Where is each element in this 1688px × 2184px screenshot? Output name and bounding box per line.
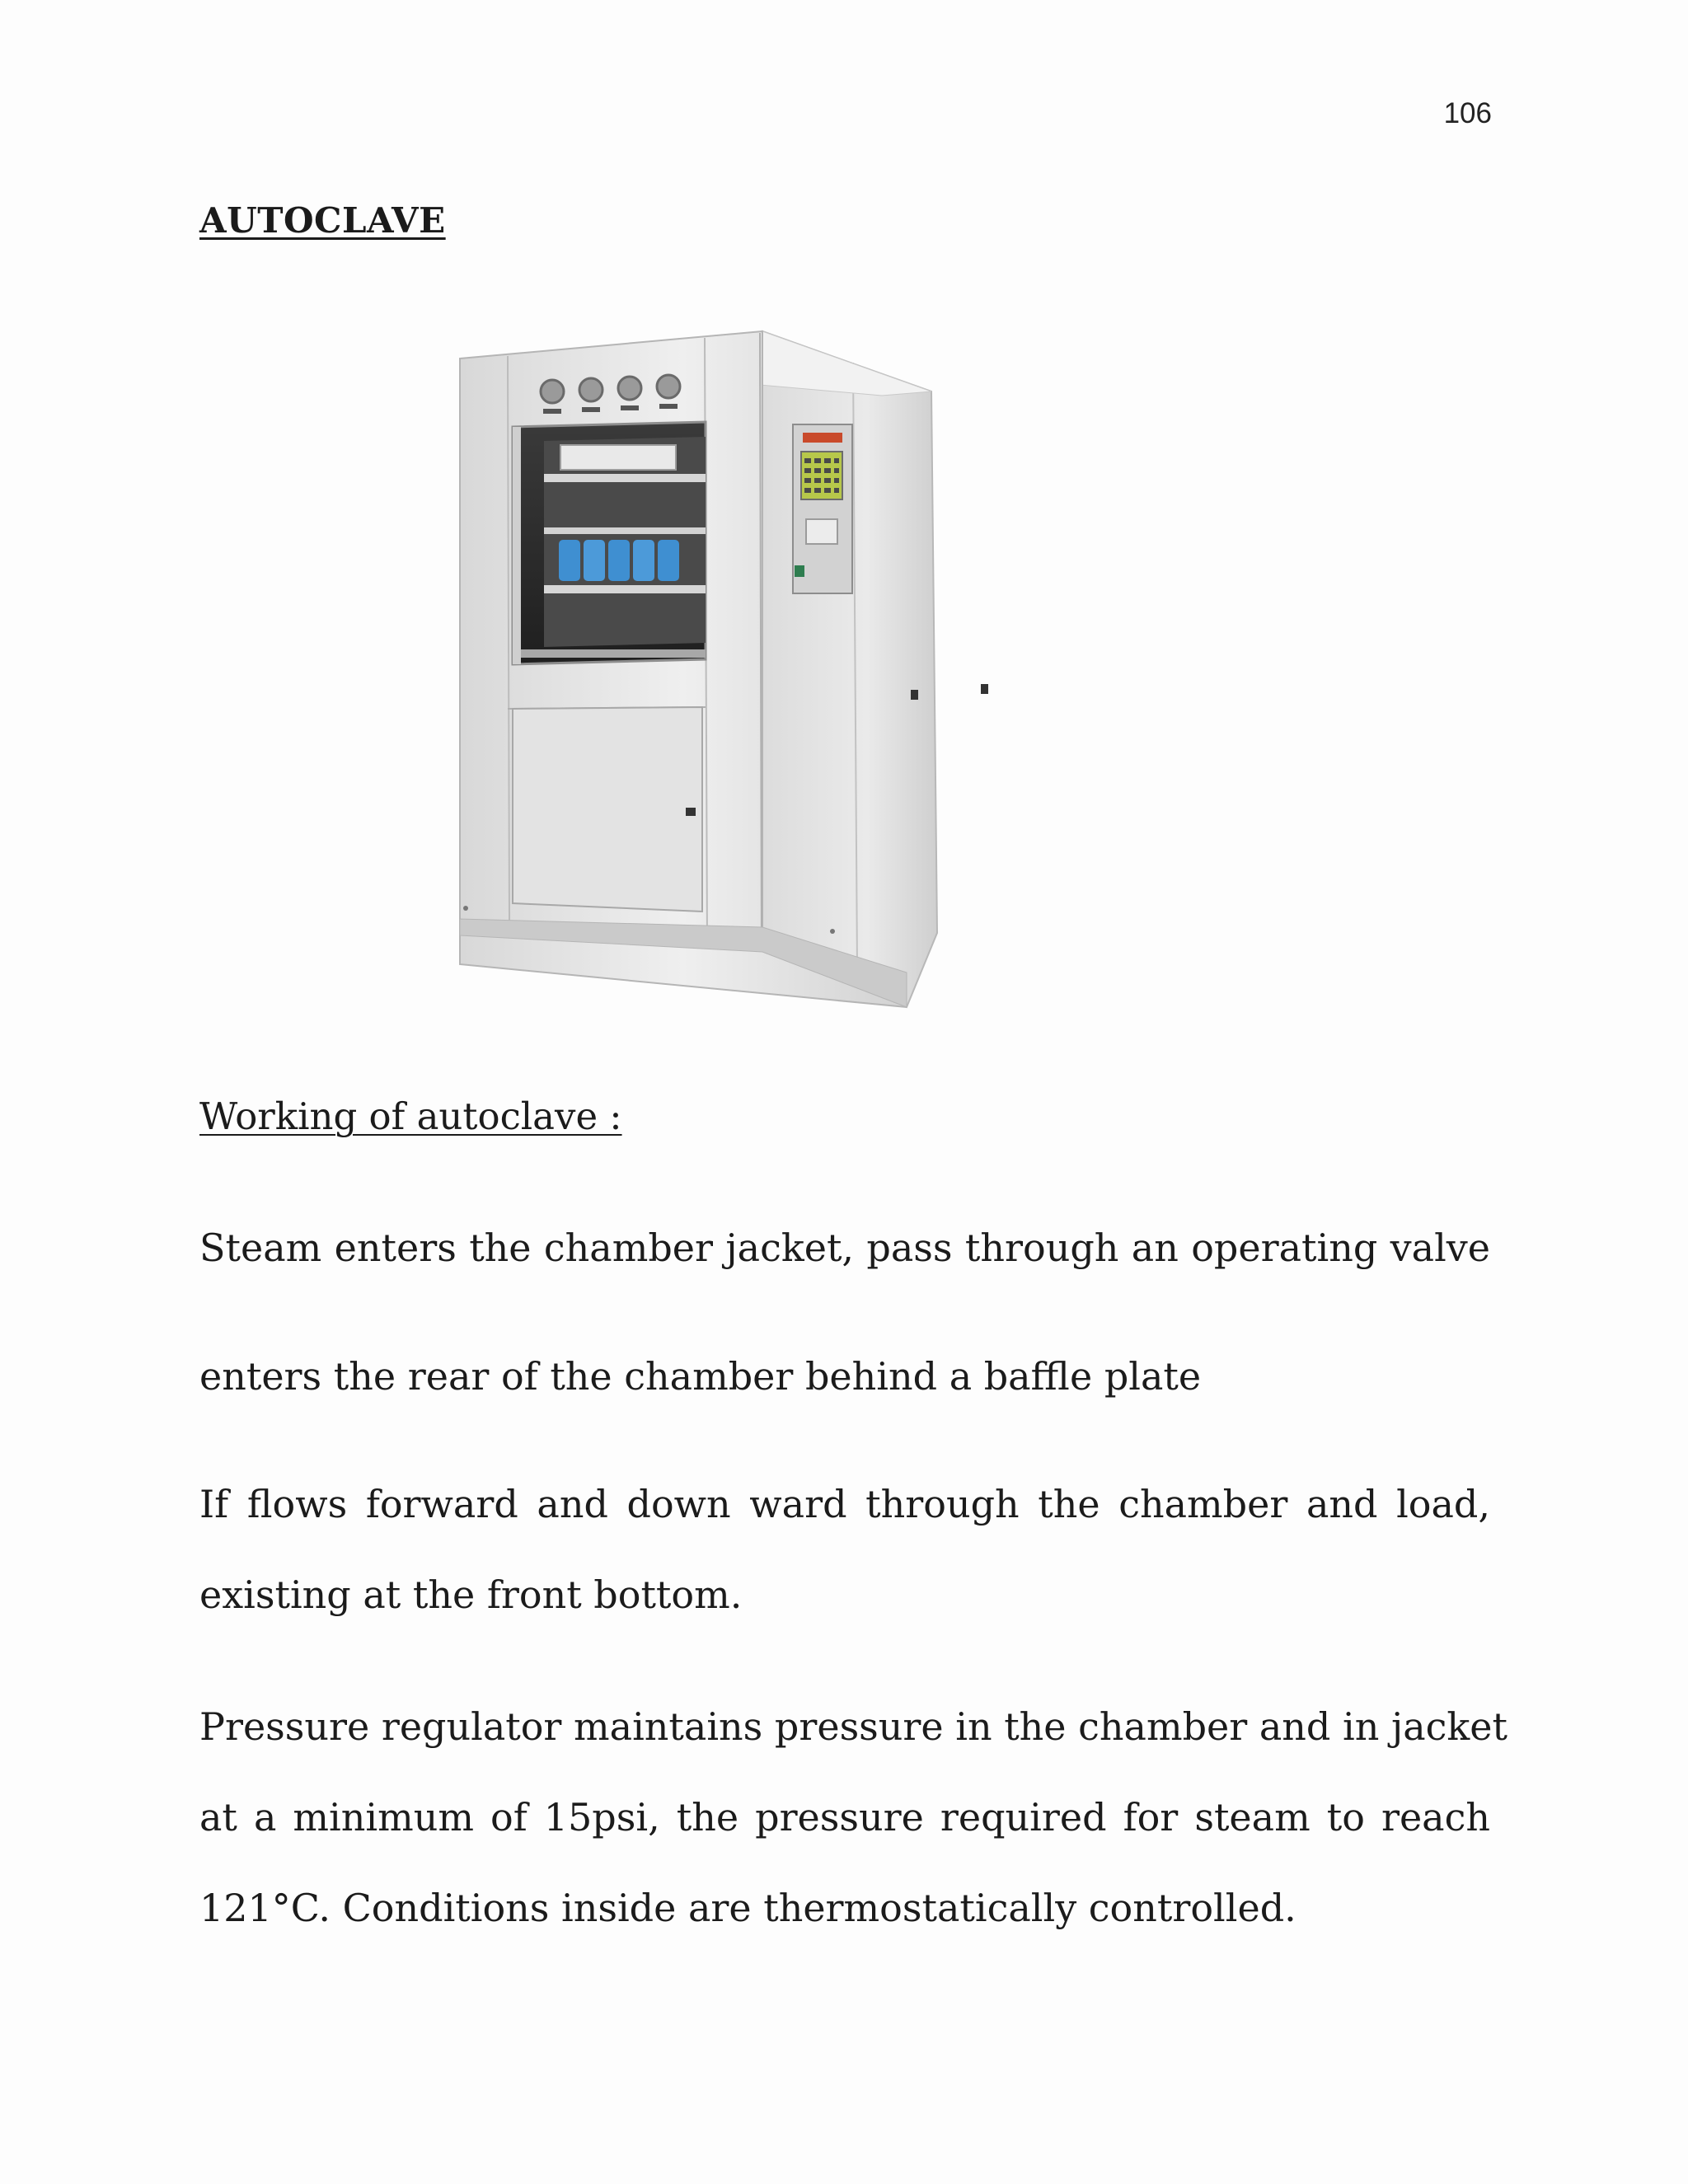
autoclave-figure (437, 321, 1030, 1014)
paragraph-line: Pressure regulator maintains pressure in the chamber and in jacket (199, 1704, 1507, 1749)
cabinet-latch (686, 808, 696, 816)
blue-containers (559, 540, 679, 581)
paragraph-line: at a minimum of 15psi, the pressure required for steam to reach (199, 1795, 1490, 1840)
chamber-opening (513, 422, 706, 664)
start-button (795, 565, 804, 577)
paragraph-line: If flows forward and down ward through the chamber and load, (199, 1482, 1490, 1526)
control-panel (793, 424, 852, 593)
paragraph-line: enters the rear of the chamber behind a baffle plate (199, 1354, 1202, 1399)
document-title: AUTOCLAVE (199, 200, 446, 241)
printer-slot (806, 519, 837, 544)
paragraph-line: existing at the front bottom. (199, 1572, 743, 1617)
autoclave-illustration (437, 321, 1030, 1014)
lower-cabinet-door (513, 707, 702, 912)
section-heading: Working of autoclave : (199, 1094, 622, 1138)
upper-tray (560, 445, 676, 470)
page-number: 106 (1443, 97, 1492, 129)
paragraph-line: Steam enters the chamber jacket, pass through an operating valve (199, 1226, 1490, 1270)
paragraph-line: 121°C. Conditions inside are thermostatically controlled. (199, 1886, 1296, 1930)
